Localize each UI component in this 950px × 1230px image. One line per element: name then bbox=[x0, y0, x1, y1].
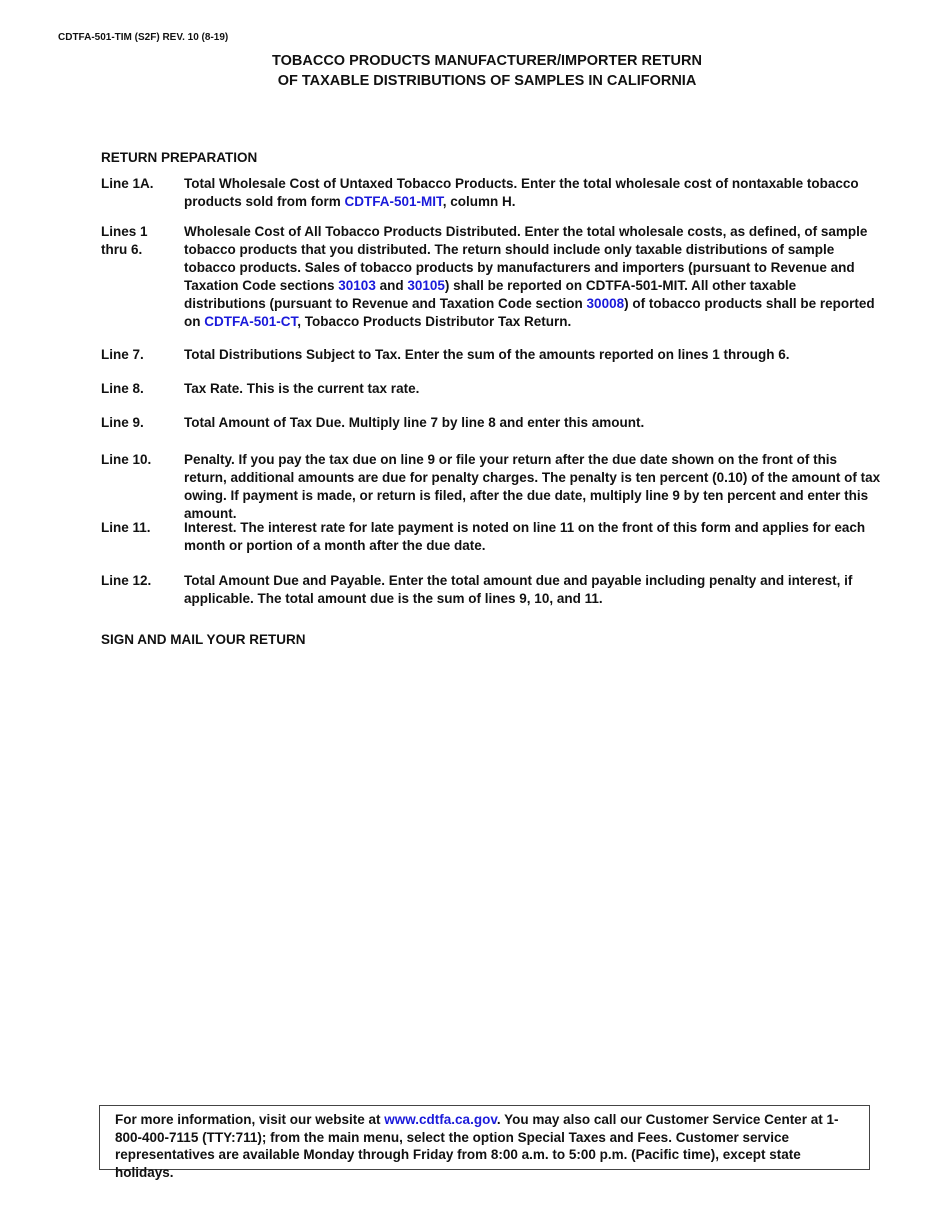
text-segment: . You may also call our Customer Service Center at 1-800-400-7115 (TTY:711); from the main menu, select the option Special Taxes and Fees. Customer service representatives are available Monday through Friday from 8:00 a.m. to 5:00 p.m. (Pacific time), except state holidays. bbox=[115, 1112, 839, 1180]
label-part: thru 6. bbox=[101, 242, 143, 257]
form-id: CDTFA-501-TIM (S2F) REV. 10 (8-19) bbox=[58, 32, 229, 43]
entry-text: Tax Rate. This is the current tax rate. bbox=[184, 381, 420, 396]
title-line-2: OF TAXABLE DISTRIBUTIONS OF SAMPLES IN CALIFORNIA bbox=[277, 73, 697, 89]
text-segment: For more information, visit our website at bbox=[115, 1112, 385, 1127]
text-segment: and bbox=[375, 278, 408, 293]
title-line-1: TOBACCO PRODUCTS MANUFACTURER/IMPORTER RETURN bbox=[272, 53, 702, 69]
footer-info-box bbox=[99, 1105, 870, 1180]
link-30103[interactable]: 30103 bbox=[338, 278, 376, 293]
entry-label: Line 11. bbox=[101, 520, 151, 535]
link-cdtfa-501-ct[interactable]: CDTFA-501-CT bbox=[204, 314, 298, 329]
label-part: Lines 1 bbox=[101, 224, 148, 239]
text-segment: , Tobacco Products Distributor Tax Return. bbox=[297, 314, 572, 329]
text-segment: ) shall be reported on CDTFA-501-MIT. All other taxable distributions (pursuant to Revenue and Taxation Code section bbox=[184, 278, 797, 311]
section-heading-sign-and-mail: SIGN AND MAIL YOUR RETURN bbox=[101, 632, 306, 647]
entry-text: Penalty. If you pay the tax due on line 9 or file your return after the due date shown on the front of this return, additional amounts are due for penalty charges. The penalty is ten percent (0.10) of the amount of tax owing. If payment is made, or return is filed, after the due date, multiply line 9 by ten percent and enter this amount. bbox=[184, 452, 881, 521]
entry-label: Line 10. bbox=[101, 452, 152, 467]
entry-label: Line 8. bbox=[101, 381, 144, 396]
link-cdtfa-501-mit[interactable]: CDTFA-501-MIT bbox=[344, 194, 443, 209]
text-segment: , column H. bbox=[442, 194, 516, 209]
text-segment: Wholesale Cost of All Tobacco Products Distributed. Enter the total wholesale costs, as defined, of sample tobacco products that you distributed. The return should include only taxable distributions of sample tobacco products. Sales of tobacco products by manufacturers and importers (pursuant to Revenue and Taxation Code sections bbox=[184, 224, 868, 293]
entry-label: Line 1A. bbox=[101, 176, 154, 191]
entry-text: Interest. The interest rate for late payment is noted on line 11 on the front of this form and applies for each month or portion of a month after the due date. bbox=[184, 520, 866, 553]
entry-text: Total Distributions Subject to Tax. Enter the sum of the amounts reported on lines 1 through 6. bbox=[184, 347, 790, 362]
section-heading-return-preparation: RETURN PREPARATION bbox=[101, 150, 258, 165]
entry-label: Line 12. bbox=[101, 573, 152, 588]
entry-text bbox=[184, 223, 881, 331]
entry-label: Line 7. bbox=[101, 347, 144, 362]
entry-text: Total Amount Due and Payable. Enter the total amount due and payable including penalty and interest, if applicable. The total amount due is the sum of lines 9, 10, and 11. bbox=[184, 573, 853, 606]
page-title bbox=[0, 51, 950, 91]
entry-label bbox=[101, 223, 181, 259]
link-30105[interactable]: 30105 bbox=[407, 278, 445, 293]
text-segment: ) of tobacco products shall be reported on bbox=[184, 296, 875, 329]
entry-label: Line 9. bbox=[101, 415, 144, 430]
entry-text bbox=[184, 175, 881, 211]
link-website[interactable]: www.cdtfa.ca.gov bbox=[384, 1112, 497, 1127]
entry-text: Total Amount of Tax Due. Multiply line 7 by line 8 and enter this amount. bbox=[184, 415, 645, 430]
link-30008[interactable]: 30008 bbox=[586, 296, 625, 311]
text-segment: Total Wholesale Cost of Untaxed Tobacco Products. Enter the total wholesale cost of nontaxable tobacco products sold from form bbox=[184, 176, 859, 209]
